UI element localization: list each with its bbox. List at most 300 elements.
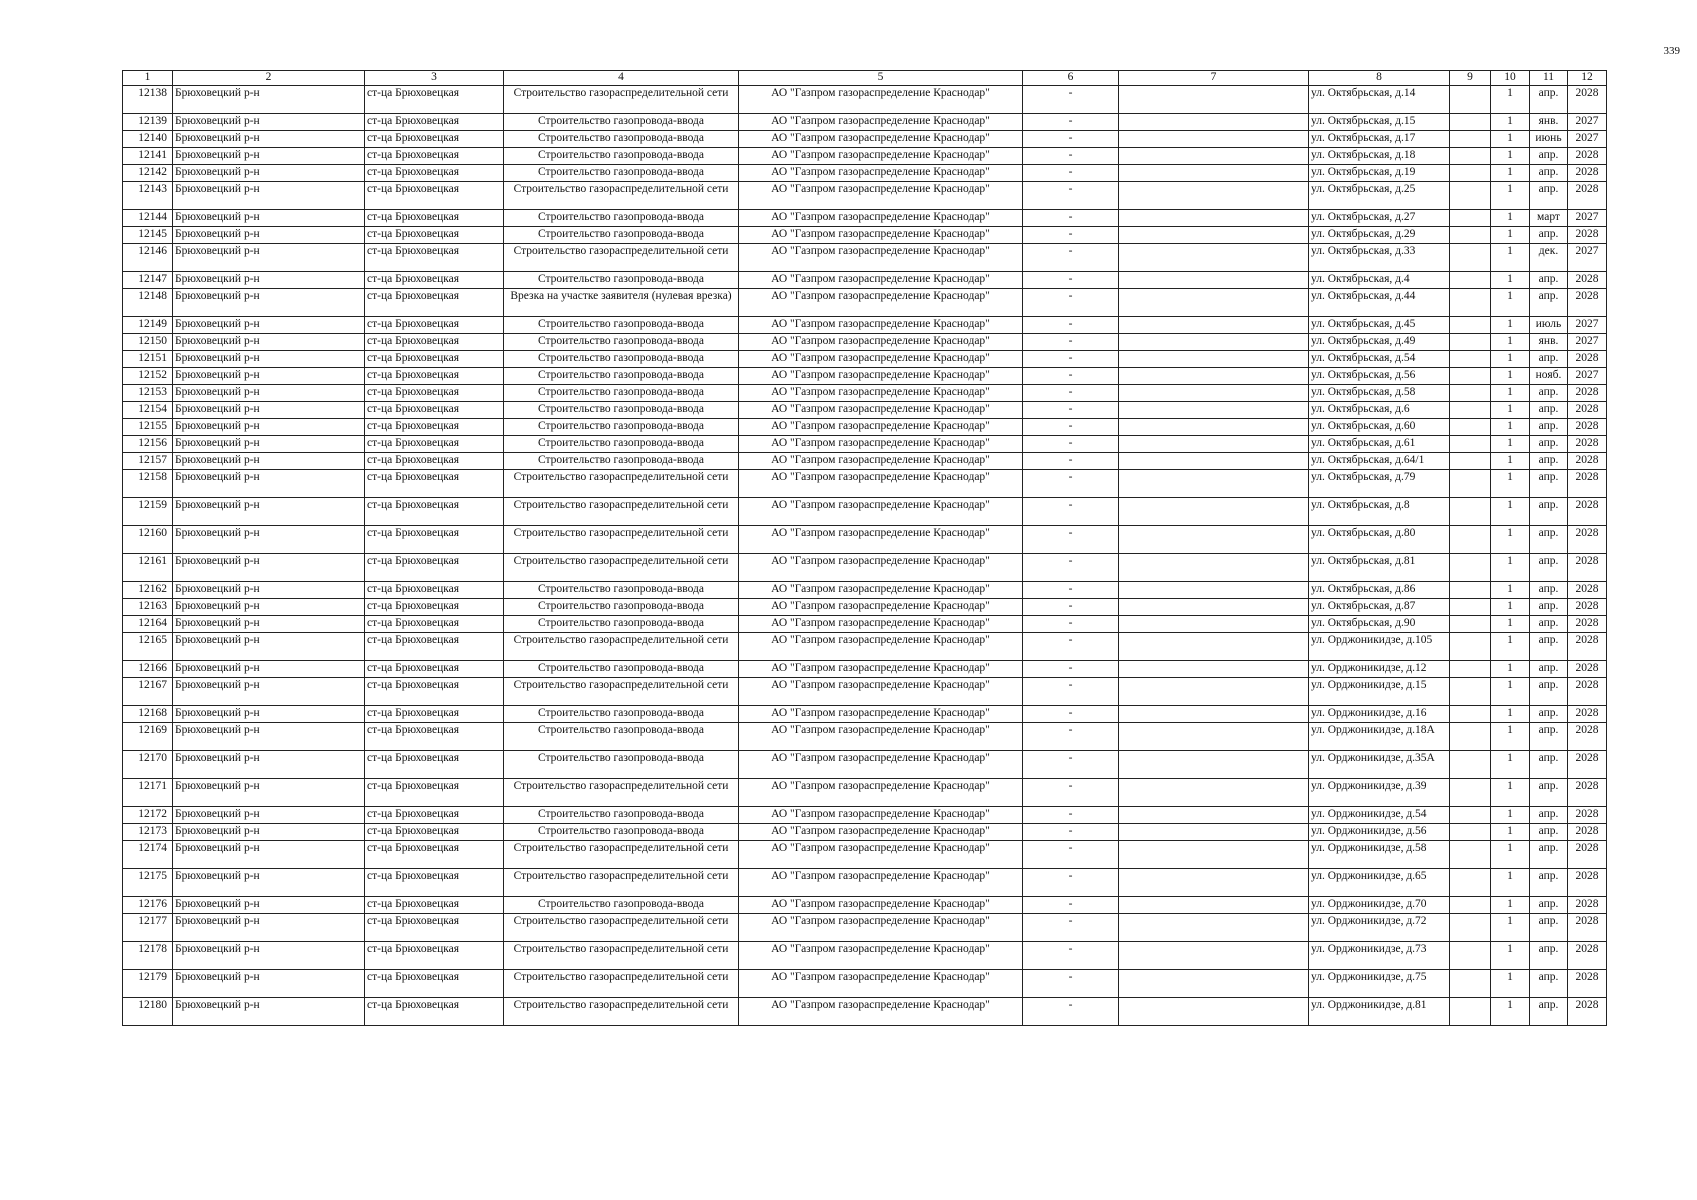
cell-settlement: ст-ца Брюховецкая [365,436,504,453]
cell-settlement: ст-ца Брюховецкая [365,841,504,869]
cell-col6: - [1023,131,1119,148]
table-row [123,182,1607,210]
cell-col6: - [1023,244,1119,272]
cell-work-type: Строительство газораспределительной сети [504,554,739,582]
cell-district: Брюховецкий р-н [173,182,365,210]
cell-district: Брюховецкий р-н [173,807,365,824]
table-row [123,616,1607,633]
column-header-4: 4 [504,71,739,86]
cell-col6: - [1023,436,1119,453]
cell-work-type: Строительство газопровода-ввода [504,453,739,470]
cell-address: ул. Октябрьская, д.58 [1309,385,1450,402]
cell-settlement: ст-ца Брюховецкая [365,402,504,419]
cell-col9 [1450,182,1491,210]
cell-organization: АО "Газпром газораспределение Краснодар" [739,227,1023,244]
cell-month: янв. [1530,114,1568,131]
cell-month: апр. [1530,385,1568,402]
cell-organization: АО "Газпром газораспределение Краснодар" [739,723,1023,751]
cell-work-type: Строительство газопровода-ввода [504,114,739,131]
cell-organization: АО "Газпром газораспределение Краснодар" [739,453,1023,470]
cell-col9 [1450,210,1491,227]
cell-col9 [1450,723,1491,751]
cell-address: ул. Октябрьская, д.45 [1309,317,1450,334]
cell-col7 [1119,706,1309,723]
cell-organization: АО "Газпром газораспределение Краснодар" [739,998,1023,1026]
cell-col9 [1450,824,1491,841]
cell-col9 [1450,599,1491,616]
cell-work-type: Строительство газопровода-ввода [504,419,739,436]
cell-district: Брюховецкий р-н [173,751,365,779]
cell-quantity: 1 [1491,751,1530,779]
cell-organization: АО "Газпром газораспределение Краснодар" [739,317,1023,334]
cell-year: 2028 [1568,706,1607,723]
cell-month: апр. [1530,807,1568,824]
cell-address: ул. Орджоникидзе, д.72 [1309,914,1450,942]
cell-district: Брюховецкий р-н [173,368,365,385]
cell-work-type: Строительство газопровода-ввода [504,334,739,351]
cell-record-number: 12148 [123,289,173,317]
cell-col6: - [1023,869,1119,897]
cell-record-number: 12143 [123,182,173,210]
cell-address: ул. Октябрьская, д.61 [1309,436,1450,453]
cell-year: 2028 [1568,914,1607,942]
cell-address: ул. Октябрьская, д.44 [1309,289,1450,317]
cell-month: апр. [1530,402,1568,419]
cell-district: Брюховецкий р-н [173,914,365,942]
cell-work-type: Строительство газопровода-ввода [504,368,739,385]
cell-record-number: 12162 [123,582,173,599]
cell-settlement: ст-ца Брюховецкая [365,498,504,526]
table-row [123,998,1607,1026]
cell-record-number: 12153 [123,385,173,402]
cell-col6: - [1023,368,1119,385]
cell-month: апр. [1530,498,1568,526]
cell-record-number: 12173 [123,824,173,841]
cell-quantity: 1 [1491,182,1530,210]
cell-quantity: 1 [1491,723,1530,751]
table-row [123,970,1607,998]
cell-col7 [1119,678,1309,706]
cell-work-type: Строительство газораспределительной сети [504,869,739,897]
cell-month: апр. [1530,970,1568,998]
cell-year: 2028 [1568,807,1607,824]
cell-settlement: ст-ца Брюховецкая [365,182,504,210]
cell-col7 [1119,436,1309,453]
cell-col9 [1450,334,1491,351]
cell-month: апр. [1530,453,1568,470]
cell-year: 2028 [1568,182,1607,210]
cell-quantity: 1 [1491,807,1530,824]
cell-year: 2028 [1568,272,1607,289]
cell-organization: АО "Газпром газораспределение Краснодар" [739,368,1023,385]
cell-col9 [1450,272,1491,289]
column-header-6: 6 [1023,71,1119,86]
cell-month: апр. [1530,436,1568,453]
cell-col6: - [1023,317,1119,334]
cell-district: Брюховецкий р-н [173,897,365,914]
cell-col7 [1119,779,1309,807]
cell-address: ул. Октябрьская, д.33 [1309,244,1450,272]
cell-district: Брюховецкий р-н [173,678,365,706]
cell-settlement: ст-ца Брюховецкая [365,998,504,1026]
cell-district: Брюховецкий р-н [173,526,365,554]
cell-organization: АО "Газпром газораспределение Краснодар" [739,210,1023,227]
cell-col9 [1450,998,1491,1026]
cell-settlement: ст-ца Брюховецкая [365,942,504,970]
table-row [123,824,1607,841]
cell-work-type: Строительство газораспределительной сети [504,182,739,210]
cell-organization: АО "Газпром газораспределение Краснодар" [739,661,1023,678]
cell-col6: - [1023,661,1119,678]
cell-quantity: 1 [1491,334,1530,351]
cell-address: ул. Орджоникидзе, д.35А [1309,751,1450,779]
cell-settlement: ст-ца Брюховецкая [365,723,504,751]
cell-settlement: ст-ца Брюховецкая [365,751,504,779]
cell-col7 [1119,453,1309,470]
cell-col7 [1119,498,1309,526]
cell-settlement: ст-ца Брюховецкая [365,678,504,706]
cell-col6: - [1023,419,1119,436]
cell-col6: - [1023,807,1119,824]
cell-quantity: 1 [1491,351,1530,368]
cell-settlement: ст-ца Брюховецкая [365,970,504,998]
cell-month: апр. [1530,723,1568,751]
cell-organization: АО "Газпром газораспределение Краснодар" [739,807,1023,824]
cell-quantity: 1 [1491,402,1530,419]
cell-work-type: Строительство газораспределительной сети [504,779,739,807]
cell-col7 [1119,807,1309,824]
cell-organization: АО "Газпром газораспределение Краснодар" [739,616,1023,633]
cell-col7 [1119,351,1309,368]
cell-month: март [1530,210,1568,227]
cell-record-number: 12139 [123,114,173,131]
cell-year: 2028 [1568,86,1607,114]
cell-record-number: 12176 [123,897,173,914]
cell-organization: АО "Газпром газораспределение Краснодар" [739,182,1023,210]
cell-month: апр. [1530,914,1568,942]
cell-year: 2028 [1568,582,1607,599]
cell-col6: - [1023,616,1119,633]
cell-quantity: 1 [1491,210,1530,227]
cell-col7 [1119,148,1309,165]
cell-work-type: Строительство газопровода-ввода [504,402,739,419]
cell-quantity: 1 [1491,131,1530,148]
cell-district: Брюховецкий р-н [173,419,365,436]
cell-year: 2028 [1568,841,1607,869]
cell-col6: - [1023,998,1119,1026]
cell-record-number: 12170 [123,751,173,779]
cell-col9 [1450,661,1491,678]
cell-col7 [1119,897,1309,914]
cell-address: ул. Октябрьская, д.17 [1309,131,1450,148]
cell-year: 2028 [1568,998,1607,1026]
cell-record-number: 12147 [123,272,173,289]
cell-address: ул. Октябрьская, д.6 [1309,402,1450,419]
cell-col7 [1119,114,1309,131]
cell-col6: - [1023,526,1119,554]
cell-district: Брюховецкий р-н [173,86,365,114]
column-header-8: 8 [1309,71,1450,86]
cell-settlement: ст-ца Брюховецкая [365,317,504,334]
cell-col7 [1119,210,1309,227]
cell-settlement: ст-ца Брюховецкая [365,86,504,114]
cell-district: Брюховецкий р-н [173,554,365,582]
cell-settlement: ст-ца Брюховецкая [365,351,504,368]
cell-settlement: ст-ца Брюховецкая [365,706,504,723]
table-row [123,351,1607,368]
cell-record-number: 12159 [123,498,173,526]
cell-month: апр. [1530,272,1568,289]
cell-settlement: ст-ца Брюховецкая [365,385,504,402]
cell-col9 [1450,114,1491,131]
cell-organization: АО "Газпром газораспределение Краснодар" [739,633,1023,661]
cell-month: апр. [1530,661,1568,678]
cell-address: ул. Октябрьская, д.64/1 [1309,453,1450,470]
cell-settlement: ст-ца Брюховецкая [365,554,504,582]
cell-quantity: 1 [1491,498,1530,526]
cell-address: ул. Октябрьская, д.60 [1309,419,1450,436]
cell-district: Брюховецкий р-н [173,131,365,148]
cell-col7 [1119,470,1309,498]
cell-col7 [1119,633,1309,661]
cell-quantity: 1 [1491,526,1530,554]
cell-quantity: 1 [1491,633,1530,661]
cell-quantity: 1 [1491,998,1530,1026]
cell-district: Брюховецкий р-н [173,616,365,633]
cell-quantity: 1 [1491,914,1530,942]
cell-quantity: 1 [1491,244,1530,272]
table-row [123,317,1607,334]
cell-organization: АО "Газпром газораспределение Краснодар" [739,526,1023,554]
cell-col7 [1119,131,1309,148]
cell-settlement: ст-ца Брюховецкая [365,148,504,165]
cell-district: Брюховецкий р-н [173,289,365,317]
cell-record-number: 12178 [123,942,173,970]
cell-month: апр. [1530,706,1568,723]
cell-col7 [1119,869,1309,897]
cell-address: ул. Орджоникидзе, д.18А [1309,723,1450,751]
cell-col9 [1450,751,1491,779]
cell-quantity: 1 [1491,470,1530,498]
cell-col9 [1450,779,1491,807]
cell-year: 2028 [1568,436,1607,453]
cell-col6: - [1023,582,1119,599]
cell-col7 [1119,723,1309,751]
cell-settlement: ст-ца Брюховецкая [365,419,504,436]
cell-record-number: 12179 [123,970,173,998]
cell-col9 [1450,351,1491,368]
cell-record-number: 12160 [123,526,173,554]
cell-col6: - [1023,114,1119,131]
cell-organization: АО "Газпром газораспределение Краснодар" [739,272,1023,289]
cell-record-number: 12168 [123,706,173,723]
cell-col7 [1119,385,1309,402]
cell-district: Брюховецкий р-н [173,453,365,470]
cell-organization: АО "Газпром газораспределение Краснодар" [739,897,1023,914]
cell-year: 2028 [1568,942,1607,970]
cell-col9 [1450,942,1491,970]
cell-address: ул. Орджоникидзе, д.39 [1309,779,1450,807]
cell-work-type: Строительство газопровода-ввода [504,582,739,599]
cell-record-number: 12166 [123,661,173,678]
cell-col6: - [1023,633,1119,661]
cell-organization: АО "Газпром газораспределение Краснодар" [739,779,1023,807]
cell-settlement: ст-ца Брюховецкая [365,272,504,289]
cell-record-number: 12145 [123,227,173,244]
cell-quantity: 1 [1491,419,1530,436]
cell-work-type: Строительство газораспределительной сети [504,942,739,970]
cell-address: ул. Октябрьская, д.49 [1309,334,1450,351]
cell-year: 2028 [1568,869,1607,897]
cell-quantity: 1 [1491,368,1530,385]
cell-work-type: Строительство газопровода-ввода [504,385,739,402]
table-body [123,86,1607,1026]
cell-col9 [1450,633,1491,661]
cell-district: Брюховецкий р-н [173,227,365,244]
cell-work-type: Строительство газораспределительной сети [504,244,739,272]
cell-address: ул. Орджоникидзе, д.12 [1309,661,1450,678]
cell-month: апр. [1530,470,1568,498]
column-header-7: 7 [1119,71,1309,86]
cell-quantity: 1 [1491,661,1530,678]
cell-year: 2028 [1568,402,1607,419]
cell-col6: - [1023,227,1119,244]
cell-year: 2028 [1568,526,1607,554]
cell-address: ул. Октябрьская, д.27 [1309,210,1450,227]
cell-settlement: ст-ца Брюховецкая [365,582,504,599]
cell-district: Брюховецкий р-н [173,582,365,599]
cell-year: 2028 [1568,289,1607,317]
cell-month: апр. [1530,779,1568,807]
cell-organization: АО "Газпром газораспределение Краснодар" [739,869,1023,897]
cell-year: 2028 [1568,970,1607,998]
cell-organization: АО "Газпром газораспределение Краснодар" [739,402,1023,419]
cell-record-number: 12142 [123,165,173,182]
cell-record-number: 12138 [123,86,173,114]
cell-address: ул. Орджоникидзе, д.70 [1309,897,1450,914]
cell-work-type: Строительство газораспределительной сети [504,633,739,661]
cell-col9 [1450,289,1491,317]
cell-record-number: 12150 [123,334,173,351]
cell-organization: АО "Газпром газораспределение Краснодар" [739,289,1023,317]
cell-month: апр. [1530,582,1568,599]
cell-work-type: Строительство газораспределительной сети [504,526,739,554]
cell-work-type: Строительство газопровода-ввода [504,210,739,227]
cell-district: Брюховецкий р-н [173,470,365,498]
cell-col6: - [1023,779,1119,807]
cell-month: апр. [1530,289,1568,317]
cell-col9 [1450,582,1491,599]
table-row [123,368,1607,385]
cell-month: апр. [1530,942,1568,970]
cell-month: апр. [1530,824,1568,841]
cell-settlement: ст-ца Брюховецкая [365,368,504,385]
table-row [123,807,1607,824]
cell-col7 [1119,227,1309,244]
cell-organization: АО "Газпром газораспределение Краснодар" [739,114,1023,131]
cell-col7 [1119,616,1309,633]
cell-record-number: 12151 [123,351,173,368]
cell-address: ул. Октябрьская, д.87 [1309,599,1450,616]
cell-record-number: 12169 [123,723,173,751]
cell-settlement: ст-ца Брюховецкая [365,131,504,148]
cell-col9 [1450,165,1491,182]
table-row [123,272,1607,289]
cell-address: ул. Орджоникидзе, д.73 [1309,942,1450,970]
cell-work-type: Строительство газопровода-ввода [504,317,739,334]
cell-organization: АО "Газпром газораспределение Краснодар" [739,582,1023,599]
cell-col6: - [1023,385,1119,402]
cell-district: Брюховецкий р-н [173,970,365,998]
cell-col9 [1450,317,1491,334]
cell-col7 [1119,661,1309,678]
cell-record-number: 12152 [123,368,173,385]
cell-year: 2028 [1568,470,1607,498]
cell-col9 [1450,807,1491,824]
cell-col7 [1119,86,1309,114]
cell-organization: АО "Газпром газораспределение Краснодар" [739,385,1023,402]
cell-quantity: 1 [1491,824,1530,841]
cell-address: ул. Октябрьская, д.18 [1309,148,1450,165]
cell-work-type: Строительство газопровода-ввода [504,723,739,751]
cell-address: ул. Октябрьская, д.81 [1309,554,1450,582]
column-header-3: 3 [365,71,504,86]
cell-month: апр. [1530,897,1568,914]
cell-col7 [1119,182,1309,210]
cell-month: апр. [1530,182,1568,210]
cell-work-type: Строительство газопровода-ввода [504,706,739,723]
cell-year: 2028 [1568,678,1607,706]
cell-year: 2028 [1568,419,1607,436]
cell-address: ул. Орджоникидзе, д.58 [1309,841,1450,869]
cell-district: Брюховецкий р-н [173,436,365,453]
cell-col6: - [1023,554,1119,582]
cell-settlement: ст-ца Брюховецкая [365,227,504,244]
cell-district: Брюховецкий р-н [173,334,365,351]
cell-month: апр. [1530,841,1568,869]
cell-work-type: Строительство газораспределительной сети [504,86,739,114]
cell-settlement: ст-ца Брюховецкая [365,526,504,554]
cell-settlement: ст-ца Брюховецкая [365,470,504,498]
cell-record-number: 12140 [123,131,173,148]
table-row [123,661,1607,678]
cell-col9 [1450,453,1491,470]
cell-work-type: Строительство газораспределительной сети [504,841,739,869]
cell-year: 2028 [1568,453,1607,470]
cell-col6: - [1023,210,1119,227]
cell-col6: - [1023,723,1119,751]
cell-work-type: Врезка на участке заявителя (нулевая врезка) [504,289,739,317]
cell-district: Брюховецкий р-н [173,351,365,368]
cell-quantity: 1 [1491,165,1530,182]
cell-col9 [1450,227,1491,244]
cell-col7 [1119,998,1309,1026]
cell-col6: - [1023,751,1119,779]
cell-district: Брюховецкий р-н [173,272,365,289]
cell-col6: - [1023,470,1119,498]
cell-organization: АО "Газпром газораспределение Краснодар" [739,554,1023,582]
table-row [123,114,1607,131]
cell-month: апр. [1530,526,1568,554]
cell-quantity: 1 [1491,86,1530,114]
cell-quantity: 1 [1491,582,1530,599]
cell-year: 2028 [1568,599,1607,616]
cell-month: дек. [1530,244,1568,272]
cell-col9 [1450,436,1491,453]
cell-address: ул. Октябрьская, д.25 [1309,182,1450,210]
cell-settlement: ст-ца Брюховецкая [365,210,504,227]
cell-settlement: ст-ца Брюховецкая [365,807,504,824]
